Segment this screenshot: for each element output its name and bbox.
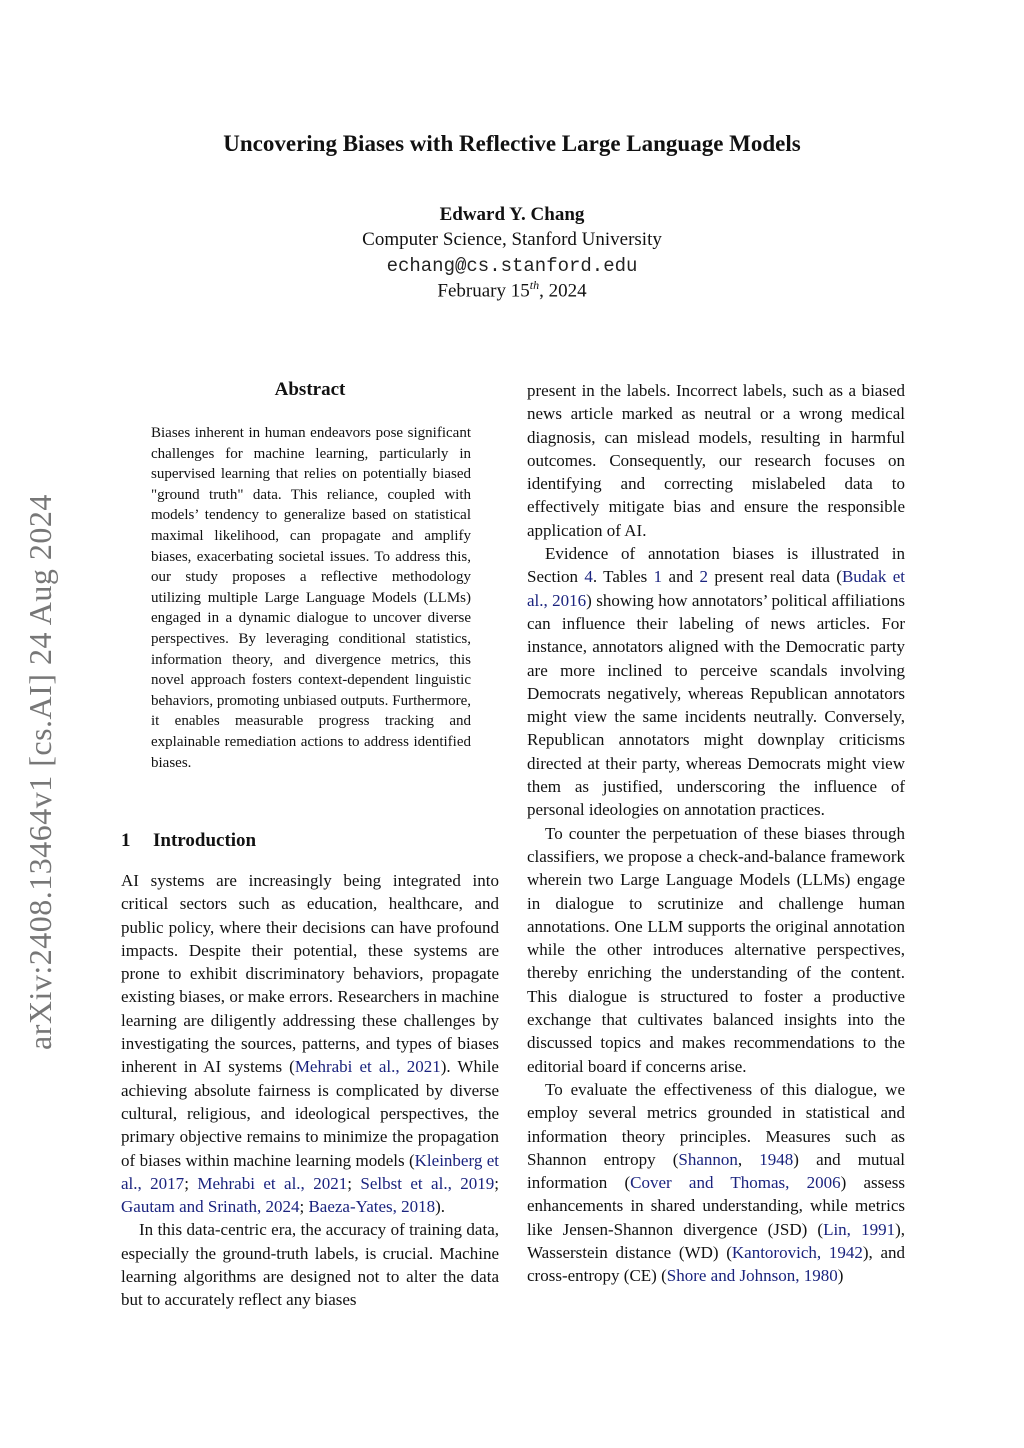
section-title: Introduction	[153, 830, 257, 851]
arxiv-identifier: arXiv:2408.13464v1 [cs.AI] 24 Aug 2024	[22, 494, 58, 1050]
intro-paragraph-2-continued: present in the labels. Incorrect labels, such as a biased news article marked as neutral or a wrong medical diagnosis, can mislead models, resulting in harmful outcomes. Consequently, our research focuses on identifying and correcting mislabeled data to effectively mitigate bias and ensure the responsible application of AI.	[527, 381, 905, 540]
text-run: ;	[184, 1173, 198, 1193]
table-ref-link[interactable]: 2	[699, 567, 708, 587]
section-ref-link[interactable]: 4	[584, 567, 593, 587]
citation-link[interactable]: Mehrabi et al., 2021	[197, 1173, 348, 1193]
citation-link[interactable]: Gautam and Srinath, 2024	[121, 1197, 300, 1217]
text-run: ;	[347, 1173, 361, 1193]
citation-link[interactable]: Shore and Johnson, 1980	[666, 1266, 838, 1286]
citation-link[interactable]: Kantorovich, 1942	[731, 1242, 863, 1262]
section-number: 1	[121, 830, 131, 851]
date-suffix: , 2024	[539, 280, 587, 302]
text-run: ) and mutual information (	[527, 1149, 906, 1193]
text-run: ,	[737, 1149, 760, 1169]
text-run: present real data (	[707, 567, 842, 587]
abstract-body: Biases inherent in human endeavors pose significant challenges for machine learning, particularly in supervised learning that relies on potentially biased "ground truth" data. This reliance, coupled with models’ tendency to generalize based on statistical maximal likelihood, can propagate and amplify biases, exacerbating societal issues. To address this, our study proposes a reflective methodology utilizing multiple Large Language Models (LLMs) engaged in a dynamic dialogue to uncover diverse perspectives. By leveraging conditional statistics, information theory, and divergence metrics, this novel approach fosters context-dependent linguistic behaviors, promoting unbiased outputs. Furthermore, it enables measurable progress tracking and explainable remediation actions to address identified biases.	[151, 425, 471, 771]
citation-link[interactable]: Kleinberg et al., 2017	[121, 1150, 500, 1193]
citation-link[interactable]: 1948	[759, 1149, 794, 1169]
table-ref-link[interactable]: 1	[653, 567, 663, 587]
author-affiliation: Computer Science, Stanford University	[362, 229, 662, 250]
intro-paragraph-2: In this data-centric era, the accuracy of training data, especially the ground-truth labels, is crucial. Machine learning algorithms are designed not to alter the data but to accurately reflect any biases	[121, 1220, 499, 1310]
text-run: ) assess enhancements in shared understanding, while metrics like Jensen-Shannon divergence (JSD) (	[527, 1173, 906, 1239]
text-run: AI systems are increasingly being integrated into critical sectors such as education, healthcare, and public policy, where their decisions can have profound impacts. Despite their potential, these systems are prone to exhibit discriminatory behaviors, propagate existing biases, or make errors. Researchers in machine learning are diligently addressing these challenges by investigating the sources, patterns, and types of biases inherent in AI systems (	[121, 871, 499, 1077]
publication-date	[0, 278, 1024, 302]
text-run: ;	[299, 1197, 309, 1217]
section-heading	[121, 830, 256, 852]
text-run: ).	[435, 1197, 446, 1217]
text-run: ), Wasserstein distance (WD) (	[527, 1219, 905, 1262]
left-column	[121, 869, 499, 1312]
abstract-heading: Abstract	[274, 379, 346, 400]
citation-link[interactable]: Shannon	[678, 1149, 738, 1169]
text-run: ), and cross-entropy (CE) (	[527, 1242, 905, 1286]
date-superscript: th	[529, 278, 540, 292]
author-name: Edward Y. Chang	[439, 204, 585, 225]
citation-link[interactable]: Baeza-Yates, 2018	[308, 1197, 436, 1217]
text-run: ;	[494, 1173, 499, 1193]
intro-paragraph-3	[527, 542, 905, 822]
intro-paragraph-1	[121, 869, 499, 1218]
citation-link[interactable]: Mehrabi et al., 2021	[294, 1057, 441, 1077]
text-run: Evidence of annotation biases is illustrated in Section	[527, 544, 905, 587]
text-run: and	[662, 567, 700, 587]
date-prefix: February 15	[437, 280, 530, 302]
citation-link[interactable]: Selbst et al., 2019	[360, 1173, 495, 1193]
citation-link[interactable]: Lin, 1991	[823, 1219, 896, 1239]
intro-paragraph-5	[527, 1078, 905, 1288]
text-run: To evaluate the effectiveness of this dialogue, we employ several metrics grounded in statistical and information theory principles. Measures such as Shannon entropy (	[527, 1079, 905, 1169]
text-run: . Tables	[592, 567, 654, 587]
text-run: ) showing how annotators’ political affiliations can influence their labeling of news articles. For instance, annotators aligned with the Democratic party are more inclined to perceive scandals involving Democrats negatively, whereas Republican annotators might view the same incidents neutrally. Conversely, Republican annotators might downplay criticisms directed at their party, whereas Democrats might view them as justified, underscoring the influence of personal ideologies on annotation practices.	[527, 590, 905, 820]
right-column	[527, 379, 905, 1288]
text-run: )	[837, 1266, 844, 1286]
author-email[interactable]: echang@cs.stanford.edu	[386, 255, 638, 277]
intro-paragraph-4: To counter the perpetuation of these biases through classifiers, we propose a check-and-balance framework wherein two Large Language Models (LLMs) engage in dialogue to scrutinize and challenge human annotations. One LLM supports the original annotation while the other introduces alternative perspectives, thereby enriching the understanding of the content. This dialogue is structured to foster a productive exchange that cultivates balanced insights into the discussed topics and makes recommendations to the editorial board if concerns arise.	[527, 823, 905, 1076]
citation-link[interactable]: Budak et al., 2016	[527, 567, 905, 610]
citation-link[interactable]: Cover and Thomas, 2006	[630, 1173, 841, 1193]
text-run: ). While achieving absolute fairness is complicated by diverse cultural, religious, and ideological perspectives, the primary objective remains to minimize the propagation of biases within machine learning models (	[121, 1057, 499, 1170]
paper-title: Uncovering Biases with Reflective Large Language Models	[223, 131, 801, 156]
